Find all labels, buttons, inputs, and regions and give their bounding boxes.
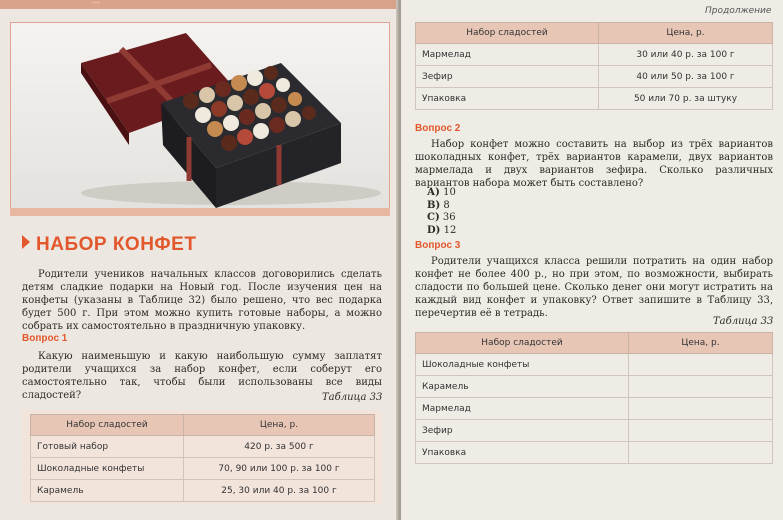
answer-option[interactable]: С) 36 <box>427 212 456 223</box>
candy-box-illustration <box>11 23 389 209</box>
cell-price: 50 или 70 р. за штуку <box>599 88 773 110</box>
question-2-text: Набор конфет можно составить на выбор из трёх вариантов шоколадных конфет, трёх вариантов карамели, двух вариантов мармелада и двух вариантов зефира. Сколько различных вариантов набора может быть составлено? <box>415 139 773 189</box>
intro-paragraph: Родители учеников начальных классов договорились сделать детям сладкие подарки на Новый год. После изучения цен на конфеты (указаны в Таблице 32) было решено, что вес подарка будет 500 г. При этом можно купить готовые наборы, а можно собрать их самостоятельно в праздничную упаковку. <box>22 269 382 332</box>
cell-item: Мармелад <box>416 44 599 66</box>
table-row <box>416 420 773 442</box>
cell-price: 30 или 40 р. за 100 г <box>599 44 773 66</box>
right-page <box>401 0 783 520</box>
answer-option[interactable]: В) 8 <box>427 199 450 211</box>
cell-item: Карамель <box>31 480 184 502</box>
cell-item: Упаковка <box>416 88 599 110</box>
cell-item: Мармелад <box>416 398 629 420</box>
column-header-price: Цена, р. <box>599 23 773 44</box>
cell-price: 25, 30 или 40 р. за 100 г <box>184 480 375 502</box>
cell-item: Зефир <box>416 420 629 442</box>
cell-item: Зефир <box>416 66 599 88</box>
question-2-heading: Вопрос 2 <box>415 123 461 134</box>
page-title: НАБОР КОНФЕТ <box>22 234 196 256</box>
cell-price-empty[interactable] <box>629 398 773 420</box>
table-header-row <box>416 333 773 354</box>
table-row <box>416 442 773 464</box>
question-3-heading: Вопрос 3 <box>415 240 461 251</box>
question-3-text: Родители учащихся класса решили потратить на один набор конфет не более 400 р., но при этом, по возможности, выбирать сладости по большей цене. Сколько денег они могут истратить на каждый вид конфет и упаковку? Ответ запишите в Таблицу 33, перечертив её в тетрадь. <box>415 256 773 319</box>
answer-option[interactable]: А) 10 <box>427 187 456 198</box>
answer-table <box>415 332 773 464</box>
cell-item: Готовый набор <box>31 436 184 458</box>
question-1-heading: Вопрос 1 <box>22 333 68 344</box>
column-header-item: Набор сладостей <box>416 23 599 44</box>
table-header-row <box>31 415 375 436</box>
table-row <box>416 376 773 398</box>
table-caption: Таблица 33 <box>713 316 774 327</box>
cell-item: Карамель <box>416 376 629 398</box>
table-row <box>31 436 375 458</box>
cell-price: 70, 90 или 100 р. за 100 г <box>184 458 375 480</box>
table-row <box>416 88 773 110</box>
section-header-strip: ... <box>0 0 398 9</box>
title-arrow-icon <box>22 235 30 249</box>
cell-price-empty[interactable] <box>629 442 773 464</box>
cell-price-empty[interactable] <box>629 420 773 442</box>
table-row <box>31 480 375 502</box>
answer-options <box>427 187 456 237</box>
table-row <box>31 458 375 480</box>
table-header-row <box>416 23 773 44</box>
candy-box-photo <box>10 22 390 210</box>
cell-price: 420 р. за 500 г <box>184 436 375 458</box>
column-header-item: Набор сладостей <box>416 333 629 354</box>
cell-price-empty[interactable] <box>629 376 773 398</box>
table-row <box>416 398 773 420</box>
column-header-price: Цена, р. <box>184 415 375 436</box>
cell-price-empty[interactable] <box>629 354 773 376</box>
column-header-item: Набор сладостей <box>31 415 184 436</box>
photo-frame-bar <box>10 208 390 216</box>
table-row <box>416 354 773 376</box>
cell-item: Шоколадные конфеты <box>416 354 629 376</box>
cell-price: 40 или 50 р. за 100 г <box>599 66 773 88</box>
prices-table-continued <box>415 22 773 110</box>
table-row <box>416 66 773 88</box>
cell-item: Шоколадные конфеты <box>31 458 184 480</box>
cell-item: Упаковка <box>416 442 629 464</box>
answer-option[interactable]: D) 12 <box>427 224 457 236</box>
column-header-price: Цена, р. <box>629 333 773 354</box>
table-row <box>416 44 773 66</box>
table-caption: Таблица 33 <box>322 392 383 403</box>
continuation-label: Продолжение <box>705 6 772 16</box>
question-1-text: Какую наименьшую и какую наибольшую сумму заплатят родители учащихся за набор конфет, если соберут его самостоятельно так, чтобы были использованы все виды сладостей? <box>22 351 382 401</box>
prices-table <box>30 414 375 502</box>
